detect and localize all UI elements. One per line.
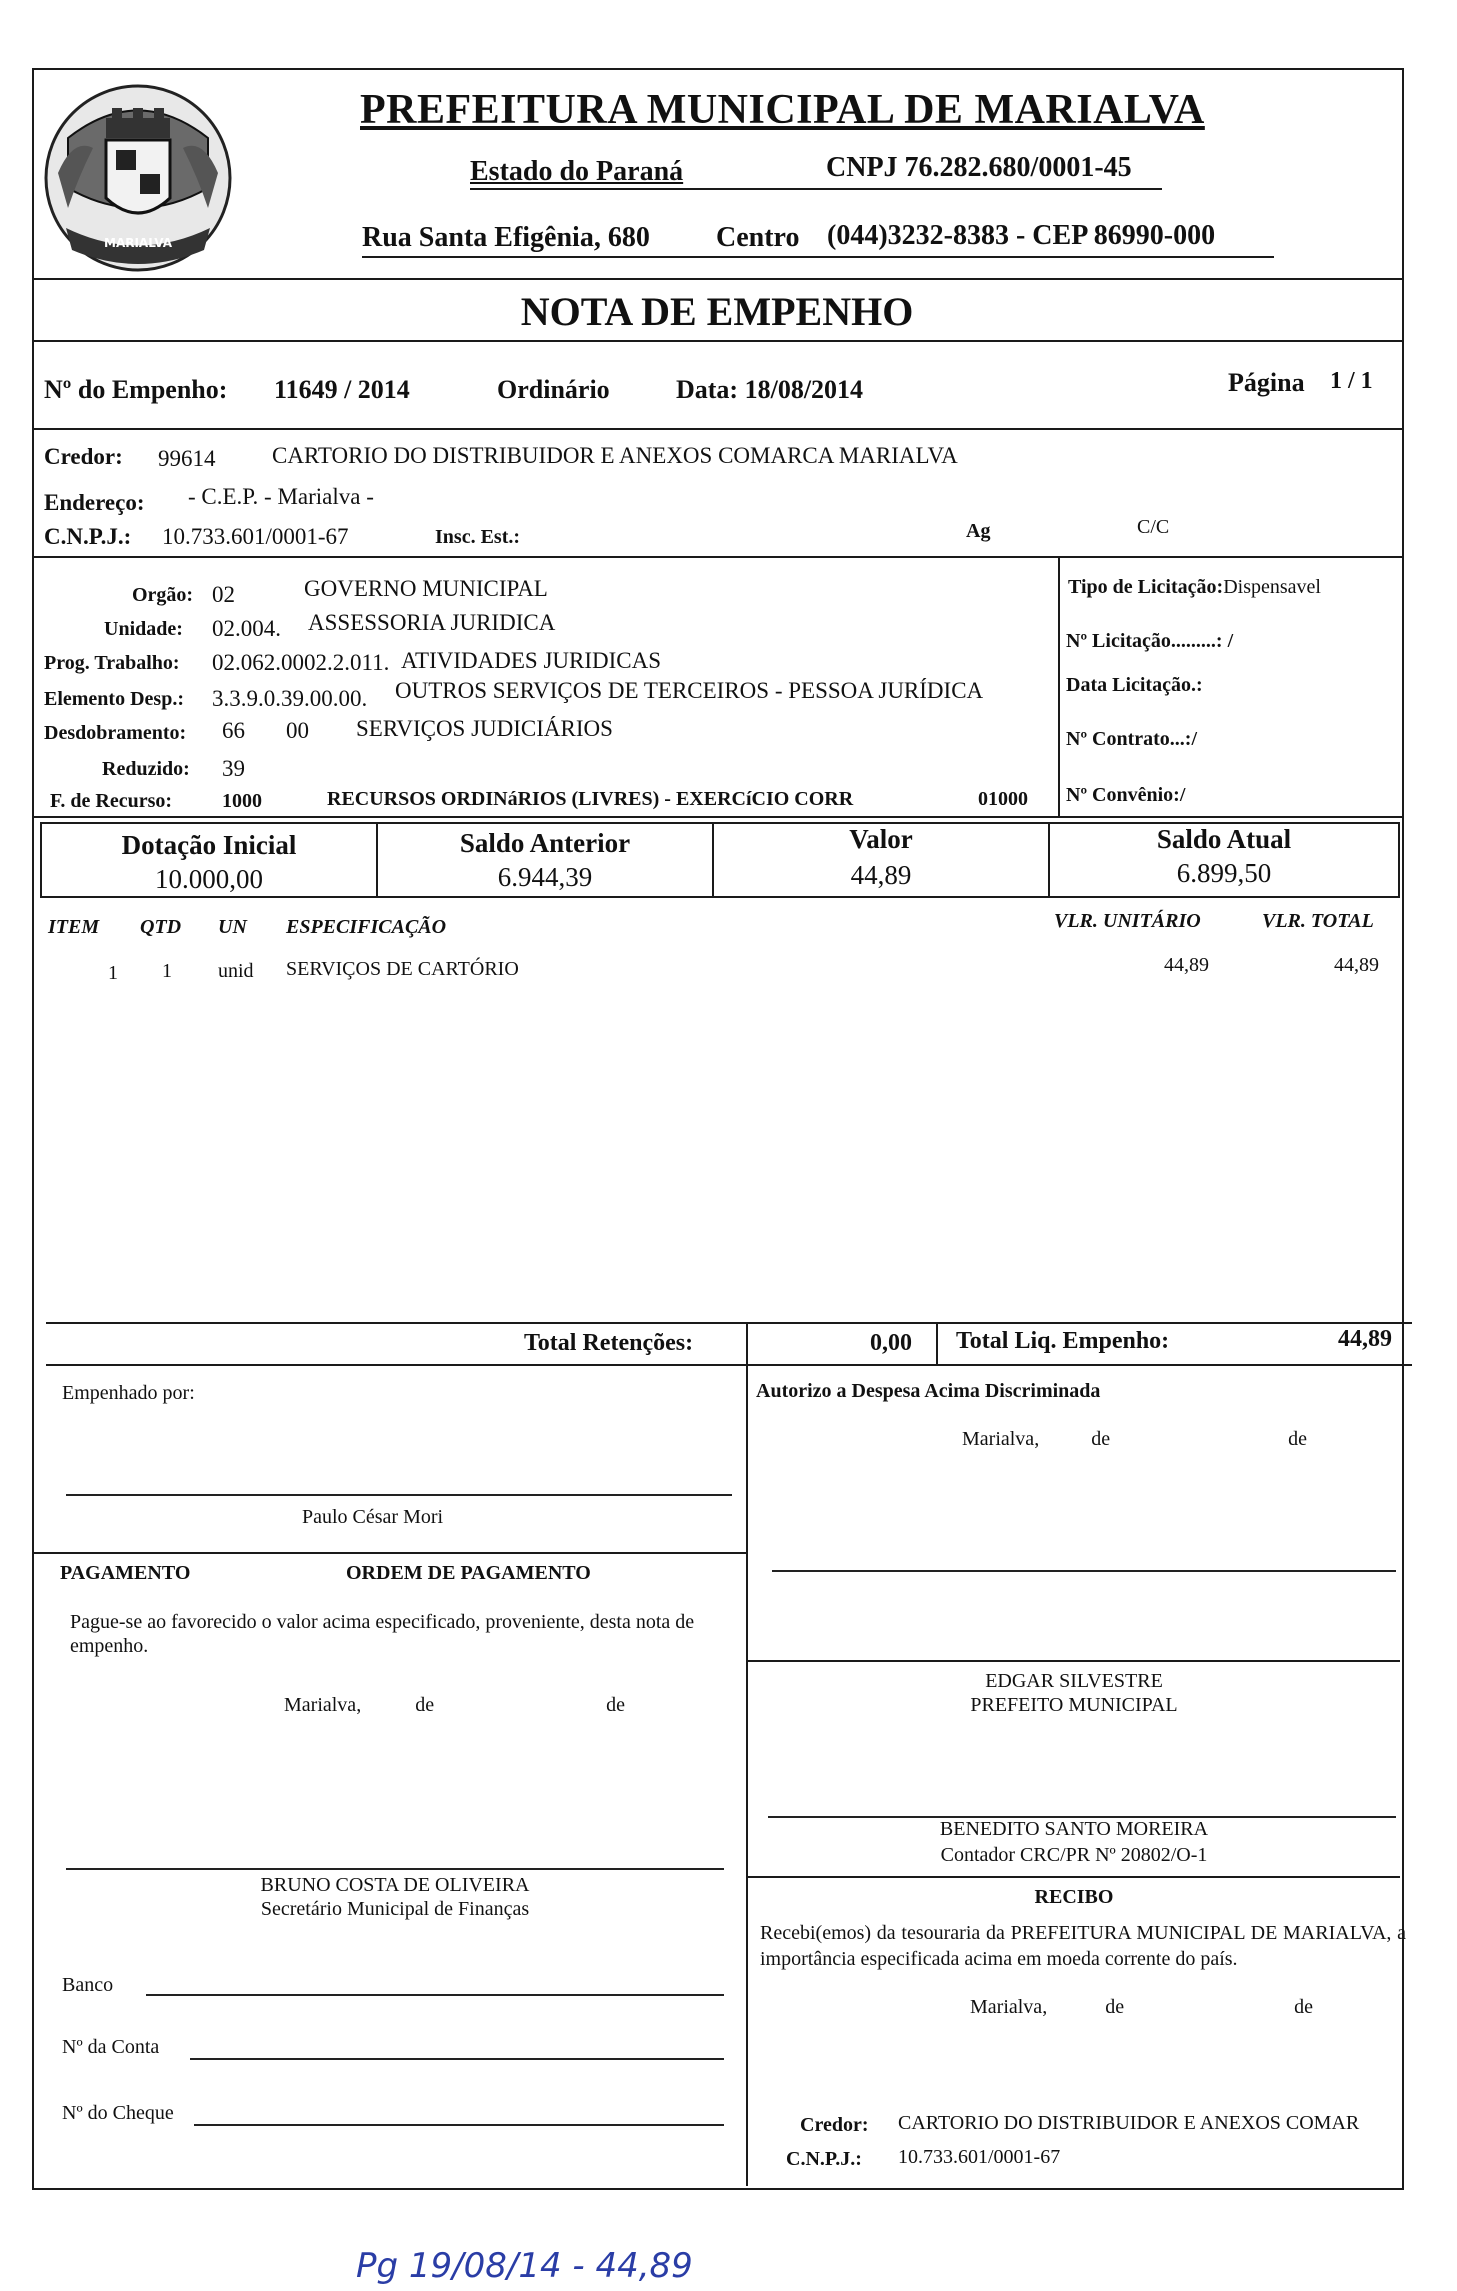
sig-line-bruno — [66, 1868, 724, 1870]
sig-line-autorizo — [772, 1570, 1396, 1572]
unidade-cod: 02.004. — [212, 616, 281, 641]
unidade-nome: ASSESSORIA JURIDICA — [308, 610, 556, 635]
recibo-title: RECIBO — [1034, 1886, 1114, 1908]
empenho-number: 11649 / 2014 — [274, 375, 410, 404]
handwritten-note: Pg 19/08/14 - 44,89 — [356, 2246, 693, 2286]
reduzido-cod: 39 — [222, 756, 245, 781]
retencoes-label: Total Retenções: — [524, 1330, 694, 1356]
orgao-cod: 02 — [212, 582, 235, 607]
header-bairro: Centro — [716, 222, 800, 253]
desdobramento-label: Desdobramento: — [44, 722, 187, 744]
licitacao-num: Nº Licitação.........: / — [1066, 630, 1234, 652]
saldo-anterior-value: 6.944,39 — [497, 862, 593, 892]
ag-label: Ag — [966, 520, 991, 542]
recibo-credor-nome: CARTORIO DO DISTRIBUIDOR E ANEXOS COMAR — [898, 2112, 1360, 2134]
recibo-text: Recebi(emos) da tesouraria da PREFEITURA MUNICIPAL DE MARIALVA, a importância especificada acima em moeda corrente do país. — [760, 1922, 1406, 1970]
orgao-label: Orgão: — [132, 584, 194, 606]
endereco-label: Endereço: — [44, 490, 145, 515]
recibo-local-data: Marialva, de de — [970, 1996, 1313, 2018]
retencoes-value: 0,00 — [870, 1330, 912, 1356]
valor-value: 44,89 — [850, 860, 912, 890]
header-rua: Rua Santa Efigênia, 680 — [362, 222, 650, 253]
credor-codigo: 99614 — [158, 446, 216, 471]
prog-label: Prog. Trabalho: — [44, 652, 180, 674]
recurso-label: F. de Recurso: — [50, 790, 173, 812]
row-item: 1 — [108, 962, 118, 984]
header-cnpj: CNPJ 76.282.680/0001-45 — [826, 152, 1132, 183]
unidade-label: Unidade: — [104, 618, 183, 640]
header-cnpj-underline — [470, 188, 1162, 190]
sig-paulo: Paulo César Mori — [302, 1506, 444, 1528]
saldo-atual-value: 6.899,50 — [1176, 858, 1272, 888]
row-vlr-unitario: 44,89 — [1164, 954, 1209, 976]
dotacao-vertical-divider — [1058, 556, 1060, 816]
pagamento-local-data: Marialva, de de — [284, 1694, 625, 1716]
pagamento-label: PAGAMENTO — [60, 1562, 191, 1584]
cheque-label: Nº do Cheque — [62, 2102, 174, 2124]
row-vlr-total: 44,89 — [1334, 954, 1379, 976]
autorizo-despesa: Autorizo a Despesa Acima Discriminada — [756, 1380, 1101, 1402]
licitacao-tipo-value: Dispensavel — [1223, 576, 1321, 598]
banco-line — [146, 1994, 724, 1996]
totals-div-1 — [746, 1322, 748, 1366]
page-label: Página — [1228, 368, 1305, 397]
autorizo-local-data: Marialva, de de — [962, 1428, 1307, 1450]
desdobramento-sub: 00 — [286, 718, 309, 743]
sig-edgar: EDGAR SILVESTRE — [985, 1670, 1163, 1692]
sig-prefeito: PREFEITO MUNICIPAL — [970, 1694, 1178, 1716]
sig-bruno: BRUNO COSTA DE OLIVEIRA — [260, 1874, 530, 1896]
sig-vertical-divider — [746, 1366, 748, 2186]
prog-nome: ATIVIDADES JURIDICAS — [401, 648, 662, 673]
recibo-cnpj: 10.733.601/0001-67 — [898, 2146, 1061, 2168]
liq-empenho-value: 44,89 — [1338, 1326, 1392, 1352]
document-title: NOTA DE EMPENHO — [520, 289, 914, 334]
contrato-num: Nº Contrato...:/ — [1066, 728, 1198, 750]
desdobramento-cod: 66 — [222, 718, 245, 743]
pagamento-divider — [34, 1552, 748, 1554]
col-qtd: QTD — [140, 916, 182, 938]
recibo-cnpj-label: C.N.P.J.: — [786, 2148, 862, 2170]
cheque-line — [194, 2124, 724, 2126]
seal-banner-text: MARIALVA — [104, 236, 172, 250]
sig-benedito: BENEDITO SANTO MOREIRA — [939, 1818, 1209, 1840]
totals-div-2 — [936, 1322, 938, 1366]
sig-line-paulo — [66, 1494, 732, 1496]
page-number: 1 / 1 — [1330, 368, 1373, 394]
col-item: ITEM — [48, 916, 100, 938]
conta-line — [190, 2058, 724, 2060]
orgao-nome: GOVERNO MUNICIPAL — [304, 576, 548, 601]
recurso-cod: 1000 — [222, 790, 262, 812]
saldo-atual-label: Saldo Atual — [1156, 824, 1292, 854]
licitacao-tipo-key: Tipo de Licitação: — [1068, 576, 1224, 598]
totals-box — [46, 1322, 1412, 1366]
desdobramento-nome: SERVIÇOS JUDICIÁRIOS — [356, 716, 613, 741]
endereco-value: - C.E.P. - Marialva - — [188, 484, 374, 509]
conta-label: Nº da Conta — [62, 2036, 160, 2058]
licitacao-tipo-label — [1068, 576, 1321, 599]
col-vlr-unitario: VLR. UNITÁRIO — [1054, 910, 1201, 932]
insc-label: Insc. Est.: — [435, 526, 521, 548]
header-address-underline — [362, 256, 1274, 258]
prog-cod: 02.062.0002.2.011. — [212, 650, 390, 675]
col-un: UN — [218, 916, 247, 938]
sig-contador: Contador CRC/PR Nº 20802/O-1 — [940, 1844, 1208, 1866]
elemento-nome: OUTROS SERVIÇOS DE TERCEIROS - PESSOA JURÍDICA — [395, 678, 984, 703]
convenio-num: Nº Convênio:/ — [1066, 784, 1186, 806]
recurso-code2: 01000 — [978, 788, 1028, 810]
col-vlr-total: VLR. TOTAL — [1262, 910, 1374, 932]
cc-label: C/C — [1137, 516, 1170, 538]
empenho-date: Data: 18/08/2014 — [676, 375, 864, 404]
pague-se-text: Pague-se ao favorecido o valor acima especificado, proveniente, desta nota de empenho. — [70, 1611, 695, 1657]
sig-secretario: Secretário Municipal de Finanças — [260, 1898, 530, 1920]
dotacao-divider — [32, 816, 1402, 818]
elemento-label: Elemento Desp.: — [44, 688, 184, 710]
recurso-nome: RECURSOS ORDINáRIOS (LIVRES) - EXERCíCIO CORR — [327, 788, 854, 810]
header-telefone-cep: (044)3232-8383 - CEP 86990-000 — [827, 220, 1216, 251]
dotacao-inicial-value: 10.000,00 — [155, 864, 263, 894]
recibo-divider — [748, 1876, 1400, 1878]
header-divider — [32, 278, 1402, 280]
col-especificacao: ESPECIFICAÇÃO — [286, 916, 447, 938]
cnpj-value: 10.733.601/0001-67 — [162, 524, 349, 549]
municipal-seal — [38, 78, 238, 278]
banco-label: Banco — [62, 1974, 114, 1996]
dotacao-inicial-label: Dotação Inicial — [121, 830, 297, 860]
empenho-label: Nº do Empenho: — [44, 375, 228, 404]
reduzido-label: Reduzido: — [102, 758, 190, 780]
recibo-credor-label: Credor: — [800, 2114, 869, 2136]
valor-label: Valor — [849, 824, 913, 854]
credor-label: Credor: — [44, 444, 123, 469]
sig-autorizo-divider — [748, 1660, 1400, 1662]
empenho-type: Ordinário — [497, 375, 610, 404]
liq-empenho-label: Total Liq. Empenho: — [956, 1328, 1170, 1354]
row-especificacao: SERVIÇOS DE CARTÓRIO — [286, 958, 519, 980]
saldo-anterior-label: Saldo Anterior — [459, 828, 631, 858]
ordem-pagamento-label: ORDEM DE PAGAMENTO — [346, 1562, 591, 1584]
header-title: PREFEITURA MUNICIPAL DE MARIALVA — [360, 87, 1205, 133]
header-estado: Estado do Paraná — [470, 156, 684, 187]
elemento-cod: 3.3.9.0.39.00.00. — [212, 686, 368, 711]
title-divider — [32, 340, 1402, 342]
cnpj-label: C.N.P.J.: — [44, 524, 132, 549]
empenho-divider — [32, 428, 1402, 430]
credor-divider — [32, 556, 1402, 558]
row-un: unid — [218, 960, 254, 982]
licitacao-data: Data Licitação.: — [1066, 674, 1203, 696]
credor-nome: CARTORIO DO DISTRIBUIDOR E ANEXOS COMARCA MARIALVA — [272, 443, 958, 468]
empenhado-por: Empenhado por: — [62, 1382, 195, 1404]
row-qtd: 1 — [162, 960, 172, 982]
